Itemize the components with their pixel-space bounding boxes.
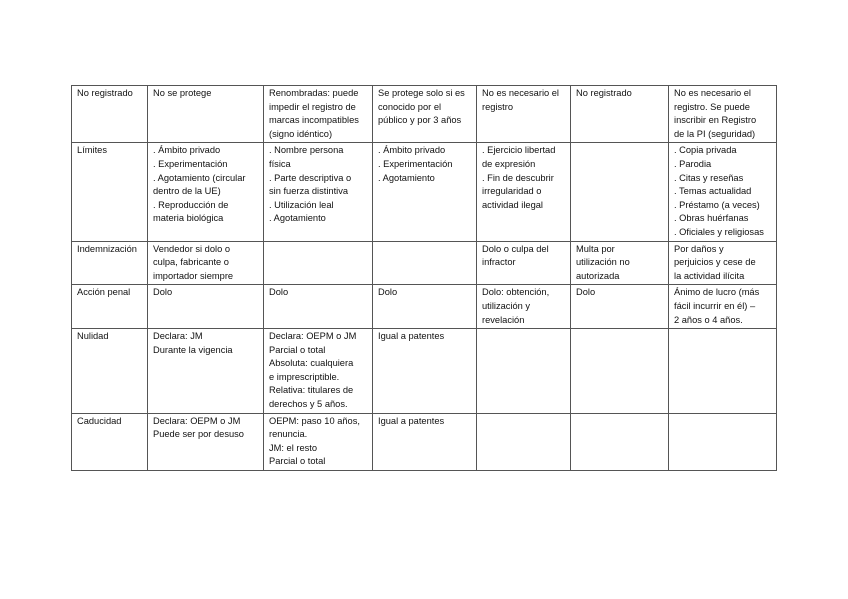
- cell-text-line: Puede ser por desuso: [153, 429, 244, 440]
- table-cell: [264, 143, 373, 241]
- cell-text-line: derechos y 5 años.: [269, 399, 348, 410]
- row-header: [72, 86, 777, 143]
- cell-text-line: . Reproducción de: [153, 199, 229, 210]
- cell-text-line: de la PI (seguridad): [674, 128, 756, 139]
- table-cell: [148, 143, 264, 241]
- table-cell: [669, 241, 777, 285]
- table-cell: [264, 241, 373, 285]
- cell-text-line: Declara: OEPM o JM: [269, 331, 357, 342]
- cell-text-line: Ánimo de lucro (más: [674, 287, 760, 298]
- cell-text-line: . Ámbito privado: [378, 145, 446, 156]
- cell-text-line: Absoluta: cualquiera: [269, 358, 354, 369]
- row-label-cell: [72, 285, 148, 329]
- cell-text-line: . Agotamiento: [269, 213, 326, 224]
- cell-text-line: registro. Se puede: [674, 101, 750, 112]
- row-label-cell: [72, 86, 148, 143]
- cell-text-line: autorizada: [576, 270, 620, 281]
- row-nulidad: [72, 329, 777, 414]
- cell-text-line: . Experimentación: [153, 158, 228, 169]
- table-cell: [669, 86, 777, 143]
- cell-text-line: marcas incompatibles: [269, 115, 359, 126]
- table-cell: [264, 285, 373, 329]
- cell-text-line: Acción penal: [77, 287, 131, 298]
- cell-text-line: . Utilización leal: [269, 199, 334, 210]
- cell-text-line: Indemnización: [77, 243, 137, 254]
- cell-text-line: Dolo: [576, 287, 596, 298]
- cell-text-line: . Préstamo (a veces): [674, 199, 760, 210]
- cell-text-line: perjuicios y cese de: [674, 257, 756, 268]
- cell-text-line: Nulidad: [77, 331, 109, 342]
- cell-text-line: importador siempre: [153, 270, 234, 281]
- cell-text-line: Dolo: [378, 287, 398, 298]
- cell-text-line: Parcial o total: [269, 344, 326, 355]
- row-limites: [72, 143, 777, 241]
- table-cell: [477, 86, 571, 143]
- cell-text-line: física: [269, 158, 291, 169]
- table-cell: [264, 86, 373, 143]
- cell-text-line: . Parte descriptiva o: [269, 172, 352, 183]
- cell-text-line: . Ejercicio libertad: [482, 145, 556, 156]
- cell-text-line: inscribir en Registro: [674, 115, 757, 126]
- cell-text-line: . Agotamiento (circular: [153, 172, 246, 183]
- cell-text-line: . Copia privada: [674, 145, 737, 156]
- cell-text-line: Dolo: [269, 287, 289, 298]
- cell-text-line: e imprescriptible.: [269, 371, 340, 382]
- cell-text-line: Por daños y: [674, 243, 724, 254]
- table-cell: [477, 241, 571, 285]
- cell-text-line: . Citas y reseñas: [674, 172, 744, 183]
- cell-text-line: fácil incurrir en él) –: [674, 300, 756, 311]
- cell-text-line: . Fin de descubrir: [482, 172, 554, 183]
- cell-text-line: Dolo: obtención,: [482, 287, 550, 298]
- cell-text-line: Dolo: [153, 287, 173, 298]
- table-cell: [373, 413, 477, 470]
- cell-text-line: Renombradas: puede: [269, 88, 359, 98]
- cell-text-line: Se protege solo si es: [378, 88, 465, 98]
- cell-text-line: No registrado: [77, 88, 133, 98]
- table-cell: [571, 86, 669, 143]
- cell-text-line: irregularidad o: [482, 186, 542, 197]
- cell-text-line: . Nombre persona: [269, 145, 344, 156]
- cell-text-line: . Obras huérfanas: [674, 213, 749, 224]
- cell-text-line: . Experimentación: [378, 158, 453, 169]
- cell-text-line: No es necesario el: [482, 88, 559, 98]
- table-cell: [373, 86, 477, 143]
- cell-text-line: . Temas actualidad: [674, 186, 752, 197]
- cell-text-line: OEPM: paso 10 años,: [269, 415, 360, 426]
- cell-text-line: Igual a patentes: [378, 415, 445, 426]
- cell-text-line: Declara: OEPM o JM: [153, 415, 241, 426]
- cell-text-line: Relativa: titulares de: [269, 385, 354, 396]
- cell-text-line: No es necesario el: [674, 88, 751, 98]
- table-cell: [571, 413, 669, 470]
- table-cell: [571, 143, 669, 241]
- table-cell: [477, 285, 571, 329]
- cell-text-line: Límites: [77, 145, 107, 156]
- cell-text-line: Igual a patentes: [378, 331, 445, 342]
- cell-text-line: impedir el registro de: [269, 101, 356, 112]
- table-cell: [571, 241, 669, 285]
- table-cell: [669, 285, 777, 329]
- row-label-cell: [72, 241, 148, 285]
- cell-text-line: conocido por el: [378, 101, 442, 112]
- row-label-cell: [72, 143, 148, 241]
- cell-text-line: Declara: JM: [153, 331, 203, 342]
- row-caducidad: [72, 413, 777, 470]
- cell-text-line: (signo idéntico): [269, 128, 333, 139]
- cell-text-line: Vendedor si dolo o: [153, 243, 231, 254]
- cell-text-line: 2 años o 4 años.: [674, 314, 743, 325]
- cell-text-line: de expresión: [482, 158, 536, 169]
- table-cell: [571, 329, 669, 414]
- cell-text-line: Multa por: [576, 243, 615, 254]
- cell-text-line: dentro de la UE): [153, 186, 221, 197]
- table-cell: [373, 143, 477, 241]
- cell-text-line: JM: el resto: [269, 442, 318, 453]
- table-cell: [477, 413, 571, 470]
- table-cell: [148, 285, 264, 329]
- cell-text-line: revelación: [482, 314, 525, 325]
- table-cell: [264, 413, 373, 470]
- cell-text-line: utilización y: [482, 300, 531, 311]
- row-label-cell: [72, 413, 148, 470]
- cell-text-line: Caducidad: [77, 415, 122, 426]
- cell-text-line: . Agotamiento: [378, 172, 435, 183]
- table-cell: [571, 285, 669, 329]
- table-cell: [669, 143, 777, 241]
- table-cell: [148, 413, 264, 470]
- row-indemnizacion: [72, 241, 777, 285]
- cell-text-line: . Parodia: [674, 158, 712, 169]
- cell-text-line: sin fuerza distintiva: [269, 186, 349, 197]
- cell-text-line: renuncia.: [269, 429, 308, 440]
- cell-text-line: materia biológica: [153, 213, 224, 224]
- cell-text-line: infractor: [482, 257, 516, 268]
- cell-text-line: No se protege: [153, 88, 212, 98]
- cell-text-line: Parcial o total: [269, 456, 326, 467]
- table-cell: [373, 329, 477, 414]
- cell-text-line: culpa, fabricante o: [153, 257, 229, 268]
- table-cell: [148, 329, 264, 414]
- cell-text-line: . Oficiales y religiosas: [674, 226, 764, 237]
- table-cell: [373, 285, 477, 329]
- cell-text-line: Dolo o culpa del: [482, 243, 549, 254]
- table-cell: [477, 143, 571, 241]
- table-cell: [148, 241, 264, 285]
- row-label-cell: [72, 329, 148, 414]
- table-cell: [264, 329, 373, 414]
- cell-text-line: público y por 3 años: [378, 115, 462, 126]
- comparison-table: [71, 85, 777, 471]
- cell-text-line: utilización no: [576, 257, 630, 268]
- table-cell: [148, 86, 264, 143]
- table-cell: [477, 329, 571, 414]
- table-cell: [669, 329, 777, 414]
- cell-text-line: registro: [482, 101, 514, 112]
- cell-text-line: la actividad ilícita: [674, 270, 745, 281]
- cell-text-line: Durante la vigencia: [153, 344, 233, 355]
- cell-text-line: . Ámbito privado: [153, 145, 221, 156]
- table-cell: [373, 241, 477, 285]
- cell-text-line: No registrado: [576, 88, 632, 98]
- row-accion-penal: [72, 285, 777, 329]
- cell-text-line: actividad ilegal: [482, 199, 543, 210]
- table-cell: [669, 413, 777, 470]
